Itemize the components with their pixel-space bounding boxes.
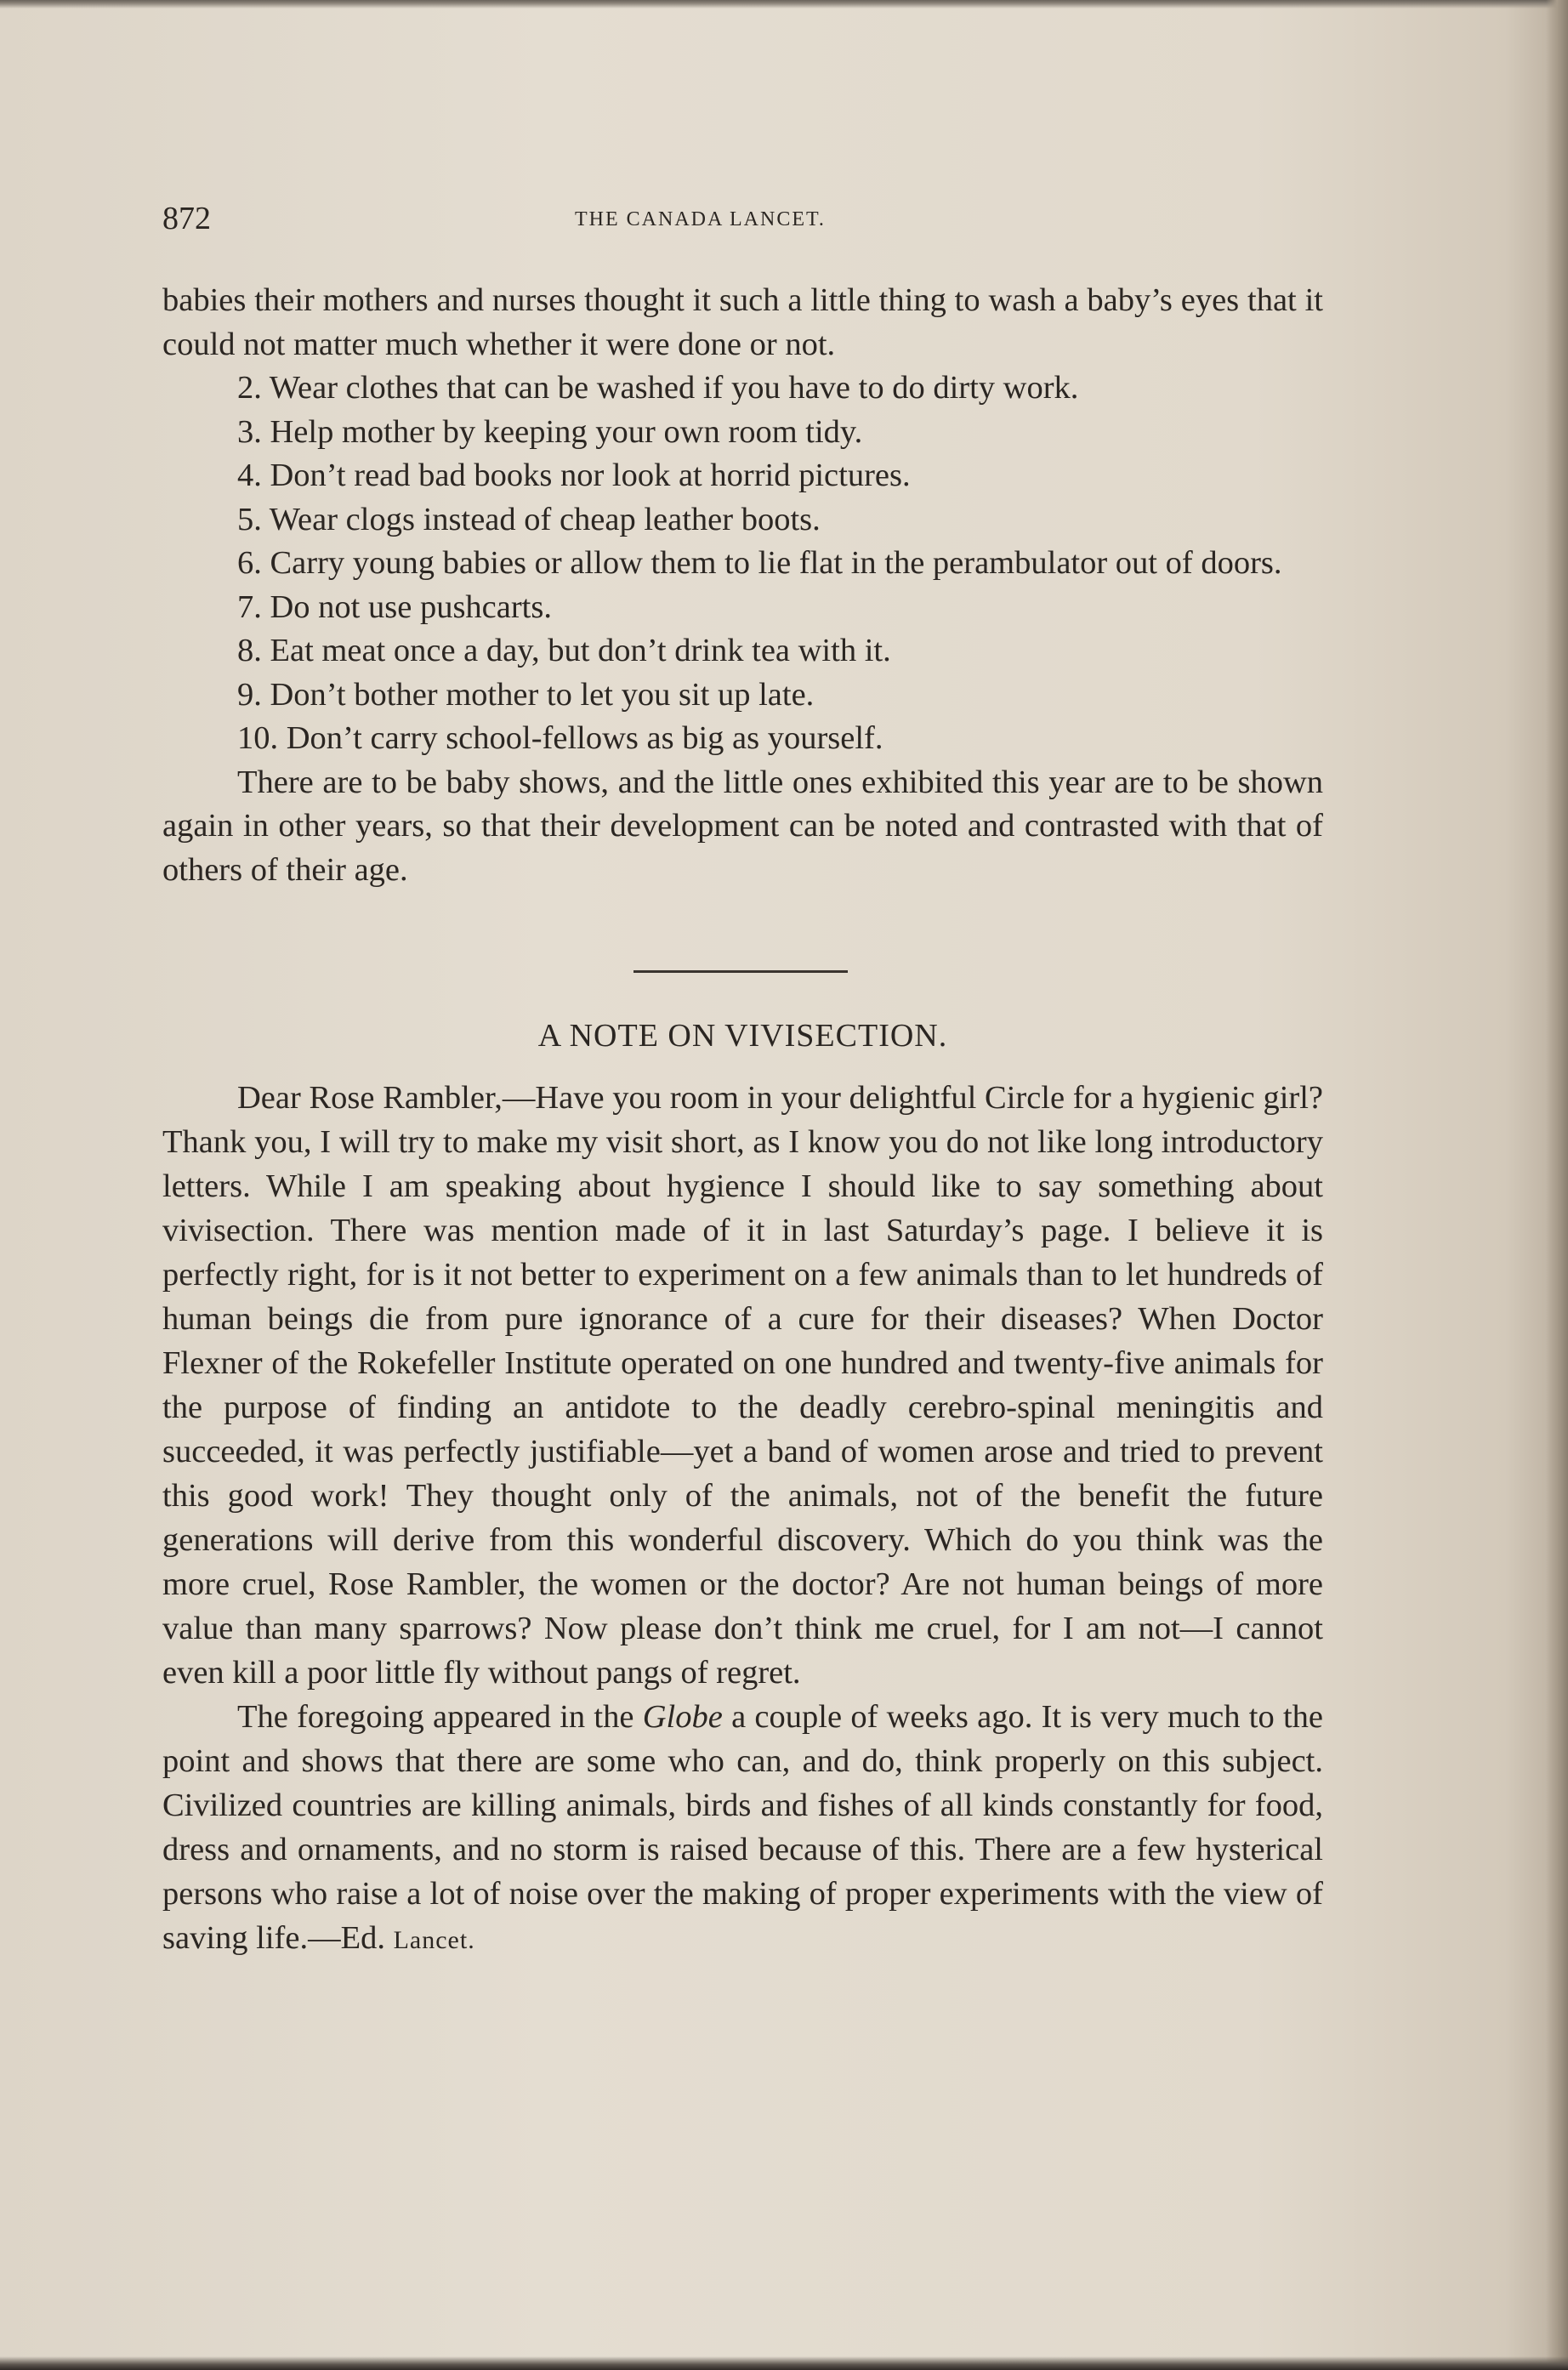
previous-article-body bbox=[162, 279, 1323, 892]
list-item: 5. Wear clogs instead of cheap leather boots. bbox=[237, 501, 821, 537]
list-item: 10. Don’t carry school-fellows as big as yourself. bbox=[237, 720, 883, 756]
page-number: 872 bbox=[162, 201, 211, 236]
editor-comment-paragraph bbox=[162, 1695, 1323, 1963]
list-item: 3. Help mother by keeping your own room tidy. bbox=[237, 413, 863, 450]
newspaper-name: Globe bbox=[642, 1699, 723, 1735]
page-top-edge bbox=[0, 0, 1568, 9]
section-divider bbox=[633, 970, 848, 973]
running-head bbox=[162, 200, 1327, 242]
comment-text: a couple of weeks ago. It is very much to the point and shows that there are some who can, and do, think properly on this subject. Civilized countries are killing animals, birds and fishes of all kinds constantly for food, dress and ornaments, and no storm is raised because of this. There are a few hysterical persons who raise a lot of noise over the making of proper experiments with the view of saving life.—Ed. bbox=[162, 1699, 1323, 1956]
letter-paragraph: Dear Rose Rambler,—Have you room in your delightful Circle for a hygienic girl? Thank you, I will try to make my visit short, as I know you do not like long introductory letters. While I am speaking about hygience I should like to say something about vivisection. There was mention made of it in last Saturday’s page. I believe it is perfectly right, for is it not better to experiment on a few animals than to let hundreds of human beings die from pure ignorance of a cure for their diseases? When Doctor Flexner of the Rokefeller Institute operated on one hundred and twenty-five animals for the purpose of finding an antidote to the deadly cerebro-spinal meningitis and succeeded, it was perfectly justifiable—yet a band of women arose and tried to prevent this good work! They thought only of the animals, not of the benefit the future generations will derive from this wonderful discovery. Which do you think was the more cruel, Rose Rambler, the women or the doctor? Are not human beings of more value than many sparrows? Now please don’t think me cruel, for I am not—I cannot even kill a poor little fly without pangs of regret. bbox=[162, 1080, 1323, 1691]
list-item: 6. Carry young babies or allow them to lie flat in the perambulator out of doors. bbox=[237, 545, 1282, 581]
list-item: 4. Don’t read bad books nor look at horrid pictures. bbox=[237, 458, 911, 493]
list-item: 8. Eat meat once a day, but don’t drink tea with it. bbox=[237, 633, 891, 668]
page-bottom-edge bbox=[0, 2356, 1568, 2370]
page-binding-edge bbox=[1546, 0, 1568, 2370]
closing-paragraph: There are to be baby shows, and the little ones exhibited this year are to be shown again in other years, so that their development can be noted and contrasted with that of others of their age. bbox=[162, 764, 1323, 888]
editor-signature: Lancet. bbox=[393, 1926, 475, 1954]
continuation-paragraph: babies their mothers and nurses thought it such a little thing to wash a baby’s eyes that it could not matter much whether it were done or not. bbox=[162, 282, 1323, 362]
list-item: 2. Wear clothes that can be washed if you have to do dirty work. bbox=[237, 370, 1079, 406]
list-item: 7. Do not use pushcarts. bbox=[237, 588, 552, 625]
article-title: A NOTE ON VIVISECTION. bbox=[537, 1018, 948, 1054]
comment-text: The foregoing appeared in the bbox=[237, 1699, 643, 1735]
journal-title: THE CANADA LANCET. bbox=[575, 208, 826, 230]
article-body bbox=[162, 1076, 1323, 1963]
list-item: 9. Don’t bother mother to let you sit up late. bbox=[237, 676, 815, 713]
